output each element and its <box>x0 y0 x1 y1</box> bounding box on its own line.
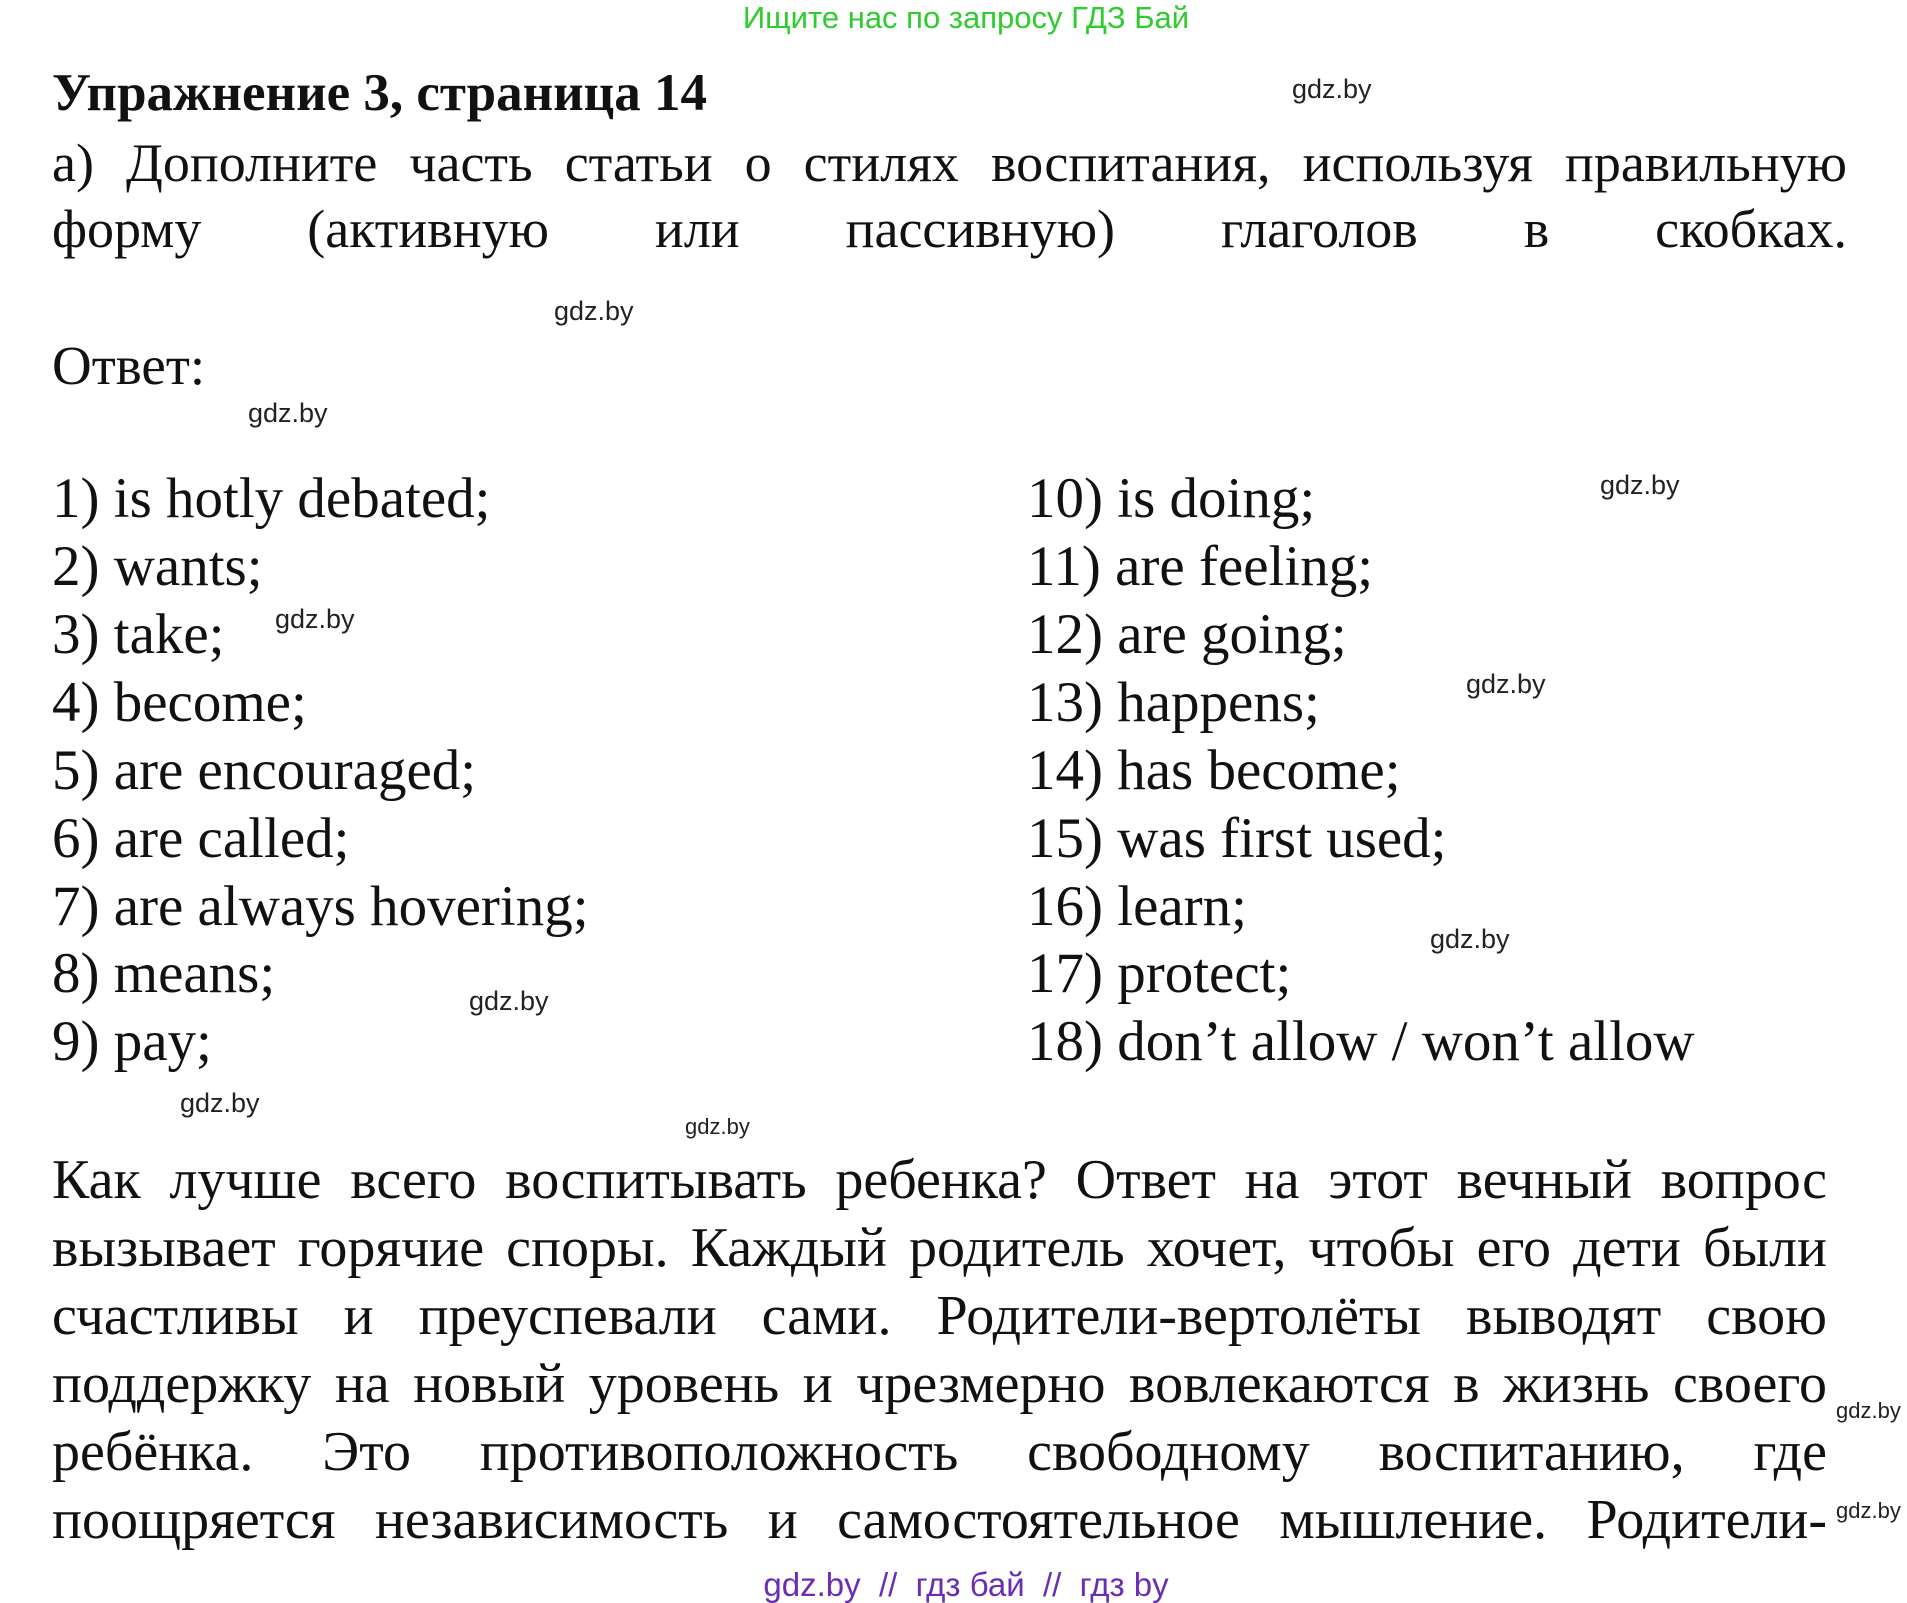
answer-item: 16) learn; <box>1027 875 1247 938</box>
answer-label: Ответ: <box>52 335 206 396</box>
answer-item: 1) is hotly debated; <box>52 467 491 530</box>
answer-item: 18) don’t allow / won’t allow <box>1027 1010 1695 1073</box>
task-line: а) Дополните часть статьи о стилях воспитания, используя правильную <box>52 133 1847 193</box>
watermark: gdz.by <box>1430 924 1510 954</box>
answer-item: 7) are always hovering; <box>52 875 589 938</box>
answer-item: 17) protect; <box>1027 942 1292 1005</box>
answer-item: 11) are feeling; <box>1027 535 1374 598</box>
answer-item: 3) take; <box>52 603 225 666</box>
page-title: Упражнение 3, страница 14 <box>52 64 707 122</box>
answer-item: 8) means; <box>52 942 276 1005</box>
watermark: gdz.by <box>1466 669 1546 699</box>
answer-item: 9) pay; <box>52 1010 212 1073</box>
answer-item: 6) are called; <box>52 807 350 870</box>
answer-item: 4) become; <box>52 671 307 734</box>
answer-item: 2) wants; <box>52 535 263 598</box>
answer-item: 13) happens; <box>1027 671 1320 734</box>
watermark: gdz.by <box>248 398 328 428</box>
answer-item: 5) are encouraged; <box>52 739 477 802</box>
answer-item: 14) has become; <box>1027 739 1401 802</box>
answer-item: 12) are going; <box>1027 603 1347 666</box>
paragraph-line: счастливы и преуспевали сами. Родители-вертолёты выводят свою <box>52 1285 1827 1347</box>
watermark: gdz.by <box>1600 470 1680 500</box>
search-banner: Ищите нас по запросу ГДЗ Бай <box>742 0 1190 35</box>
watermark: gdz.by <box>1292 74 1372 104</box>
paragraph-line: поощряется независимость и самостоятельное мышление. Родители- <box>52 1489 1827 1551</box>
watermark: gdz.by <box>180 1088 260 1118</box>
paragraph-line: вызывает горячие споры. Каждый родитель хочет, чтобы его дети были <box>52 1217 1827 1279</box>
answer-item: 10) is doing; <box>1027 467 1316 530</box>
watermark: gdz.by <box>685 1114 750 1139</box>
task-line: форму (активную или пассивную) глаголов в скобках. <box>52 199 1847 259</box>
watermark: gdz.by <box>469 986 549 1016</box>
paragraph-line: Как лучше всего воспитывать ребенка? Ответ на этот вечный вопрос <box>52 1149 1827 1211</box>
watermark: gdz.by <box>275 604 355 634</box>
watermark: gdz.by <box>554 296 634 326</box>
watermark: gdz.by <box>1836 1398 1901 1423</box>
footer-watermark: gdz.by // гдз бай // гдз by <box>763 1566 1169 1603</box>
watermark: gdz.by <box>1836 1498 1901 1523</box>
paragraph-line: поддержку на новый уровень и чрезмерно вовлекаются в жизнь своего <box>52 1353 1827 1415</box>
answer-item: 15) was first used; <box>1027 807 1447 870</box>
paragraph-line: ребёнка. Это противоположность свободному воспитанию, где <box>52 1421 1827 1483</box>
